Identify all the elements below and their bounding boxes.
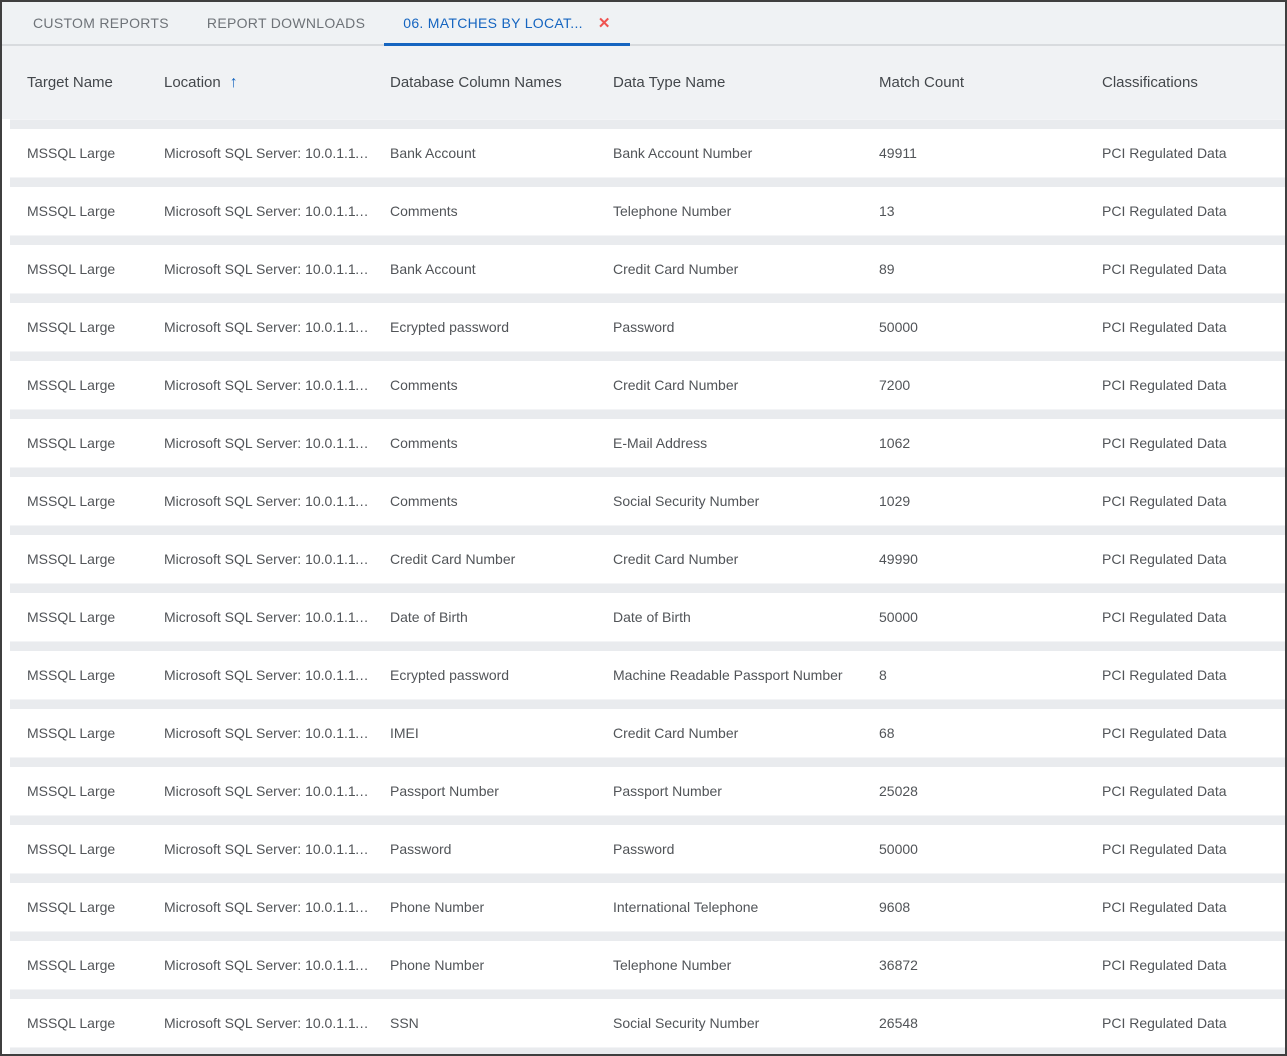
- table-row[interactable]: [2, 477, 1285, 525]
- row-separator: [10, 293, 1285, 303]
- column-header-data-type-name[interactable]: [613, 74, 879, 91]
- cell-database-column-names: Comments: [390, 377, 458, 393]
- row-separator: [10, 699, 1285, 709]
- cell-match-count: 13: [879, 203, 895, 219]
- cell-location: Microsoft SQL Server: 10.0.1.11…: [164, 957, 377, 973]
- table-body: [2, 119, 1285, 1056]
- table-row[interactable]: [2, 825, 1285, 873]
- cell-match-count: 49990: [879, 551, 918, 567]
- cell-database-column-names: Comments: [390, 493, 458, 509]
- cell-target-name: MSSQL Large: [27, 783, 116, 799]
- cell-location: Microsoft SQL Server: 10.0.1.11…: [164, 319, 377, 335]
- cell-data-type-name: Credit Card Number: [613, 261, 739, 277]
- cell-data-type-name: Password: [613, 841, 675, 857]
- row-separator: [10, 235, 1285, 245]
- cell-database-column-names: SSN: [390, 1015, 419, 1031]
- tab-1[interactable]: [14, 2, 188, 44]
- tab-3[interactable]: [384, 2, 630, 44]
- cell-data-type-name: Social Security Number: [613, 493, 760, 509]
- cell-target-name: MSSQL Large: [27, 1015, 116, 1031]
- tab-label: CUSTOM REPORTS: [33, 15, 169, 31]
- column-header-match-count[interactable]: [879, 74, 1102, 91]
- cell-location: Microsoft SQL Server: 10.0.1.11…: [164, 145, 377, 161]
- cell-location: Microsoft SQL Server: 10.0.1.11…: [164, 203, 377, 219]
- row-separator: [10, 409, 1285, 419]
- cell-location: Microsoft SQL Server: 10.0.1.11…: [164, 667, 377, 683]
- column-header-label: Classifications: [1102, 74, 1198, 91]
- cell-classifications: PCI Regulated Data: [1102, 551, 1227, 567]
- table-row[interactable]: [2, 593, 1285, 641]
- table-row[interactable]: [2, 419, 1285, 467]
- row-separator: [10, 815, 1285, 825]
- cell-match-count: 25028: [879, 783, 918, 799]
- row-separator: [10, 931, 1285, 941]
- cell-data-type-name: Credit Card Number: [613, 377, 739, 393]
- cell-classifications: PCI Regulated Data: [1102, 145, 1227, 161]
- cell-target-name: MSSQL Large: [27, 145, 116, 161]
- cell-classifications: PCI Regulated Data: [1102, 203, 1227, 219]
- row-separator: [10, 119, 1285, 129]
- column-header-location[interactable]: [164, 74, 390, 91]
- cell-target-name: MSSQL Large: [27, 609, 116, 625]
- cell-classifications: PCI Regulated Data: [1102, 377, 1227, 393]
- cell-target-name: MSSQL Large: [27, 899, 116, 915]
- cell-classifications: PCI Regulated Data: [1102, 667, 1227, 683]
- column-header-database-column-names[interactable]: [390, 74, 613, 91]
- cell-data-type-name: Machine Readable Passport Number: [613, 667, 843, 683]
- cell-match-count: 1029: [879, 493, 911, 509]
- cell-classifications: PCI Regulated Data: [1102, 957, 1227, 973]
- row-separator: [10, 989, 1285, 999]
- cell-location: Microsoft SQL Server: 10.0.1.11…: [164, 841, 377, 857]
- cell-data-type-name: Credit Card Number: [613, 551, 739, 567]
- cell-data-type-name: Social Security Number: [613, 1015, 760, 1031]
- tab-label: 06. MATCHES BY LOCAT...: [403, 15, 583, 31]
- cell-match-count: 8: [879, 667, 887, 683]
- cell-location: Microsoft SQL Server: 10.0.1.11…: [164, 783, 377, 799]
- cell-target-name: MSSQL Large: [27, 551, 116, 567]
- cell-match-count: 68: [879, 725, 895, 741]
- table-row[interactable]: [2, 767, 1285, 815]
- cell-classifications: PCI Regulated Data: [1102, 725, 1227, 741]
- cell-location: Microsoft SQL Server: 10.0.1.11…: [164, 493, 377, 509]
- cell-location: Microsoft SQL Server: 10.0.1.11…: [164, 551, 377, 567]
- table-row[interactable]: [2, 999, 1285, 1047]
- cell-database-column-names: Phone Number: [390, 957, 485, 973]
- cell-target-name: MSSQL Large: [27, 435, 116, 451]
- cell-data-type-name: Date of Birth: [613, 609, 691, 625]
- row-separator: [10, 525, 1285, 535]
- cell-classifications: PCI Regulated Data: [1102, 783, 1227, 799]
- cell-classifications: PCI Regulated Data: [1102, 899, 1227, 915]
- cell-data-type-name: Telephone Number: [613, 203, 732, 219]
- column-header-label: Target Name: [27, 74, 113, 91]
- table-row[interactable]: [2, 651, 1285, 699]
- cell-database-column-names: Bank Account: [390, 145, 476, 161]
- column-header-label: Data Type Name: [613, 74, 726, 91]
- cell-database-column-names: Comments: [390, 203, 458, 219]
- row-separator: [10, 873, 1285, 883]
- cell-data-type-name: Telephone Number: [613, 957, 732, 973]
- cell-match-count: 50000: [879, 841, 918, 857]
- cell-classifications: PCI Regulated Data: [1102, 261, 1227, 277]
- cell-location: Microsoft SQL Server: 10.0.1.11…: [164, 261, 377, 277]
- cell-target-name: MSSQL Large: [27, 261, 116, 277]
- column-header-label: Location: [164, 74, 221, 91]
- tab-2[interactable]: [188, 2, 384, 44]
- cell-database-column-names: Ecrypted password: [390, 319, 510, 335]
- cell-database-column-names: Comments: [390, 435, 458, 451]
- table-header-row: [2, 46, 1285, 119]
- cell-database-column-names: Password: [390, 841, 452, 857]
- row-separator: [10, 467, 1285, 477]
- cell-classifications: PCI Regulated Data: [1102, 435, 1227, 451]
- row-separator: [10, 641, 1285, 651]
- row-separator: [10, 757, 1285, 767]
- cell-classifications: PCI Regulated Data: [1102, 841, 1227, 857]
- column-header-label: Match Count: [879, 74, 965, 91]
- table-row[interactable]: [2, 709, 1285, 757]
- table-row[interactable]: [2, 941, 1285, 989]
- row-separator: [10, 351, 1285, 361]
- cell-classifications: PCI Regulated Data: [1102, 1015, 1227, 1031]
- cell-classifications: PCI Regulated Data: [1102, 319, 1227, 335]
- cell-location: Microsoft SQL Server: 10.0.1.11…: [164, 609, 377, 625]
- cell-target-name: MSSQL Large: [27, 667, 116, 683]
- cell-match-count: 36872: [879, 957, 918, 973]
- table-row[interactable]: [2, 129, 1285, 177]
- cell-target-name: MSSQL Large: [27, 203, 116, 219]
- tab-close-icon[interactable]: ✕: [597, 14, 611, 32]
- cell-location: Microsoft SQL Server: 10.0.1.11…: [164, 1015, 377, 1031]
- cell-database-column-names: Ecrypted password: [390, 667, 510, 683]
- cell-database-column-names: Phone Number: [390, 899, 485, 915]
- tab-bar: [2, 2, 1285, 46]
- cell-classifications: PCI Regulated Data: [1102, 609, 1227, 625]
- table-row[interactable]: [2, 303, 1285, 351]
- cell-match-count: 9608: [879, 899, 911, 915]
- cell-target-name: MSSQL Large: [27, 319, 116, 335]
- column-header-target-name[interactable]: [27, 74, 164, 91]
- cell-target-name: MSSQL Large: [27, 725, 116, 741]
- row-separator: [10, 177, 1285, 187]
- cell-location: Microsoft SQL Server: 10.0.1.11…: [164, 377, 377, 393]
- cell-target-name: MSSQL Large: [27, 957, 116, 973]
- table-row[interactable]: [2, 187, 1285, 235]
- cell-database-column-names: Passport Number: [390, 783, 499, 799]
- table-row[interactable]: [2, 535, 1285, 583]
- cell-data-type-name: Passport Number: [613, 783, 722, 799]
- cell-target-name: MSSQL Large: [27, 377, 116, 393]
- cell-location: Microsoft SQL Server: 10.0.1.11…: [164, 725, 377, 741]
- cell-data-type-name: Credit Card Number: [613, 725, 739, 741]
- table-row[interactable]: [2, 883, 1285, 931]
- cell-target-name: MSSQL Large: [27, 841, 116, 857]
- cell-match-count: 49911: [879, 145, 917, 161]
- cell-data-type-name: International Telephone: [613, 899, 759, 915]
- row-separator: [10, 1047, 1285, 1056]
- cell-database-column-names: Date of Birth: [390, 609, 468, 625]
- cell-match-count: 26548: [879, 1015, 918, 1031]
- cell-match-count: 50000: [879, 319, 918, 335]
- cell-data-type-name: Password: [613, 319, 675, 335]
- tab-label: REPORT DOWNLOADS: [206, 15, 366, 31]
- cell-database-column-names: IMEI: [390, 725, 419, 741]
- cell-location: Microsoft SQL Server: 10.0.1.11…: [164, 899, 377, 915]
- cell-database-column-names: Credit Card Number: [390, 551, 516, 567]
- table-row[interactable]: [2, 361, 1285, 409]
- cell-match-count: 89: [879, 261, 895, 277]
- cell-location: Microsoft SQL Server: 10.0.1.11…: [164, 435, 377, 451]
- column-header-classifications[interactable]: [1102, 74, 1285, 91]
- cell-data-type-name: Bank Account Number: [613, 145, 753, 161]
- cell-match-count: 7200: [879, 377, 911, 393]
- cell-match-count: 50000: [879, 609, 918, 625]
- cell-target-name: MSSQL Large: [27, 493, 116, 509]
- row-separator: [10, 583, 1285, 593]
- cell-match-count: 1062: [879, 435, 911, 451]
- cell-classifications: PCI Regulated Data: [1102, 493, 1227, 509]
- table-row[interactable]: [2, 245, 1285, 293]
- cell-data-type-name: E-Mail Address: [613, 435, 708, 451]
- column-header-label: Database Column Names: [390, 74, 562, 91]
- sort-ascending-icon: ↑: [229, 73, 238, 91]
- cell-database-column-names: Bank Account: [390, 261, 476, 277]
